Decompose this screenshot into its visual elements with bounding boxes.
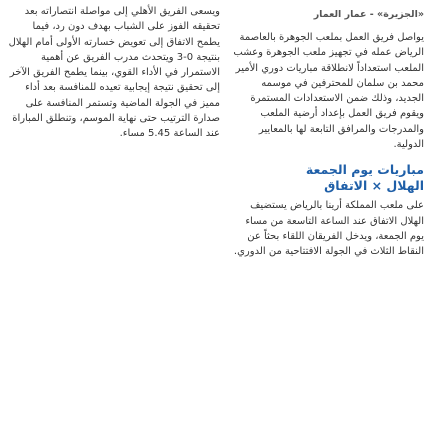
continued-paragraph: ويسعى الفريق الأهلي إلى مواصلة انتصاراته بعد تحقيقه الفوز على الشباب بهدف دون رد، فيما يطمح الاتفاق إلى تعويض خسارته الأولى أمام الهلال بنتيجة 0-3 ويتحدث مدرب الفريق عن أهمية الاستمرار في الأداء القوي، بينما يطمح الفريق الآخر إلى تحقيق نتيجة إيجابية تعيده للمنافسة بعد أداء مميز في الجولة الماضية وتستمر المنافسة على صدارة الترتيب حتى نهاية الموسم، وتنطلق المباراة عند الساعة 5.45 مساء. xyxy=(8,6,220,140)
left-column xyxy=(8,0,220,142)
byline: «الجزيرة» - عمار العمار xyxy=(313,9,424,20)
right-column xyxy=(230,0,424,260)
match-paragraph: على ملعب المملكة أرينا بالرياض يستضيف الهلال الاتفاق عند الساعة التاسعة من مساء يوم الجمعة، ويدخل الفريقان اللقاء بحثاً عن النقاط الثلاث في الجولة الافتتاحية من الدوري. xyxy=(233,200,424,258)
subheading-friday-matches: مباريات يوم الجمعة xyxy=(305,162,424,178)
subheading-match-title: الهلال × الاتفاق xyxy=(324,178,424,194)
section-spacer xyxy=(230,152,424,162)
intro-paragraph: يواصل فريق العمل بملعب الجوهرة بالعاصمة الرياض عمله في تجهيز ملعب الجوهرة وعشب الملعب استعداداً لانطلاقة مباريات دوري الأمير محمد بن سلمان للمحترفين في موسمه الجديد، وذلك ضمن الاستعدادات المستمرة ويقوم فريق العمل بإعداد أرضية الملعب والمدرجات والمرافق التابعة لها بالمعايير الدولية. xyxy=(233,32,424,151)
